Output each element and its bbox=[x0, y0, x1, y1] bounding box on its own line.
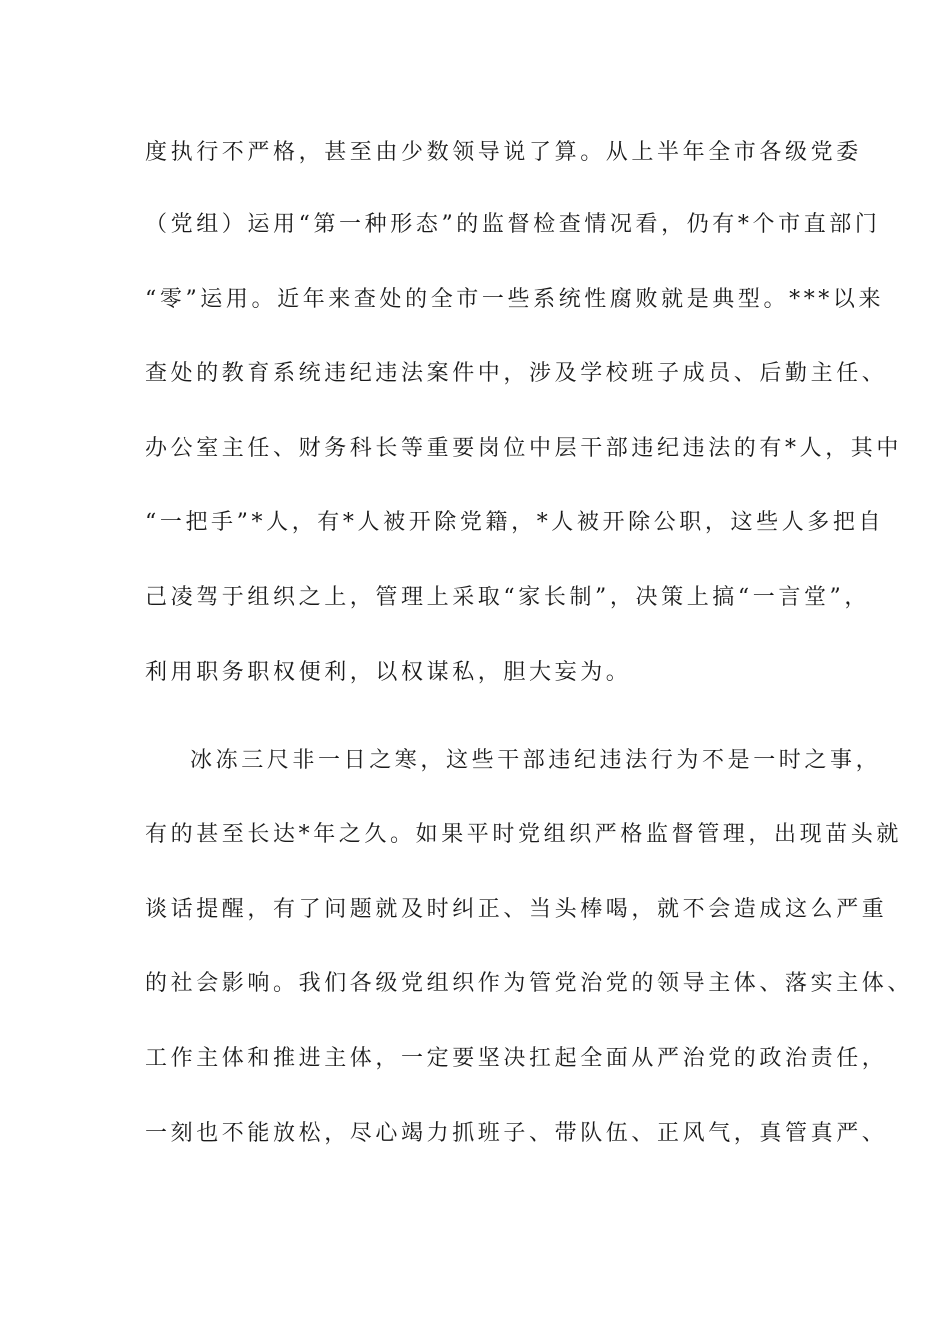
paragraph-2-line-3: 谈话提醒，有了问题就及时纠正、当头棒喝，就不会造成这么严重 bbox=[145, 897, 888, 922]
paragraph-1-line-3: “零”运用。近年来查处的全市一些系统性腐败就是典型。***以来 bbox=[145, 287, 885, 312]
paragraph-2-line-4: 的社会影响。我们各级党组织作为管党治党的领导主体、落实主体、 bbox=[145, 971, 914, 996]
paragraph-2-line-2: 有的甚至长达*年之久。如果平时党组织严格监督管理，出现苗头就 bbox=[145, 822, 903, 847]
paragraph-1-line-7: 己凌驾于组织之上，管理上采取“家长制”，决策上搞“一言堂”， bbox=[145, 585, 870, 610]
paragraph-1-line-5: 办公室主任、财务科长等重要岗位中层干部违纪违法的有*人，其中 bbox=[145, 436, 903, 461]
paragraph-2-line-6: 一刻也不能放松，尽心竭力抓班子、带队伍、正风气，真管真严、 bbox=[145, 1121, 888, 1146]
paragraph-1-line-2: （党组）运用“第一种形态”的监督检查情况看，仍有*个市直部门 bbox=[145, 212, 881, 237]
paragraph-2-line-1: 冰冻三尺非一日之寒，这些干部违纪违法行为不是一时之事， bbox=[190, 748, 882, 773]
paragraph-1-line-8: 利用职务职权便利，以权谋私，胆大妄为。 bbox=[145, 660, 632, 685]
paragraph-1-line-1: 度执行不严格，甚至由少数领导说了算。从上半年全市各级党委 bbox=[145, 140, 862, 165]
paragraph-2-line-5: 工作主体和推进主体，一定要坚决扛起全面从严治党的政治责任， bbox=[145, 1046, 888, 1071]
paragraph-1-line-6: “一把手”*人，有*人被开除党籍，*人被开除公职，这些人多把自 bbox=[145, 510, 885, 535]
paragraph-1-line-4: 查处的教育系统违纪违法案件中，涉及学校班子成员、后勤主任、 bbox=[145, 361, 888, 386]
